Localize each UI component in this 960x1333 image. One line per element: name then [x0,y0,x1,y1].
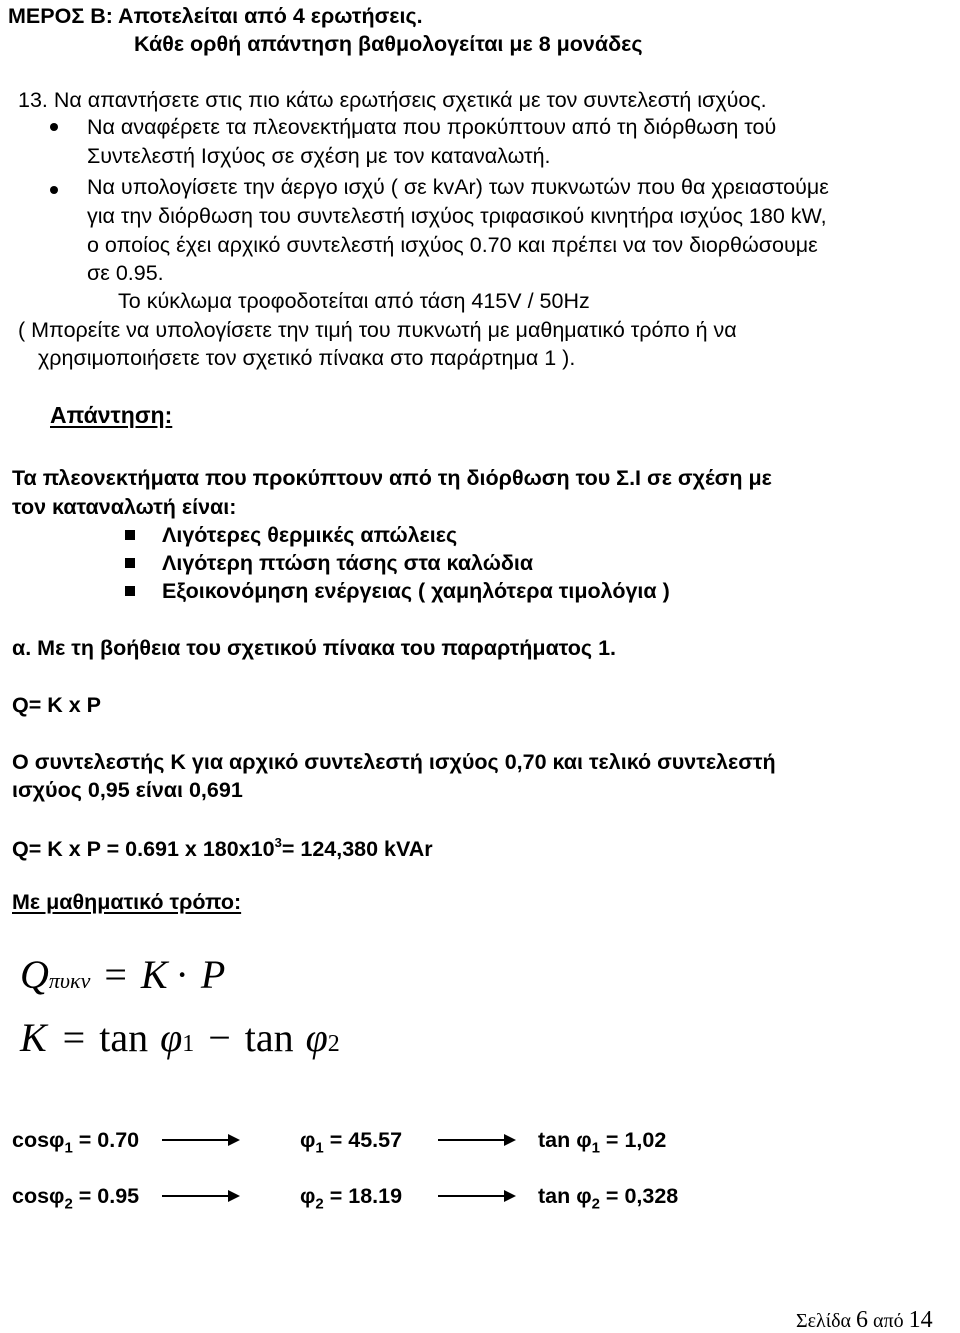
page-number [796,1308,933,1332]
advantage-item: Λιγότερη πτώση τάσης στα καλώδια [162,551,534,575]
calc-exponent: 3 [274,835,282,850]
bullet1-line1: Να αναφέρετε τα πλεονεκτήματα που προκύπτουν από τη διόρθωση τού [87,115,777,139]
bullet2-line3: ο οποίος έχει αρχικό συντελεστή ισχύος 0.70 και πρέπει να τον διορθώσουμε [87,233,818,257]
eq-q-symbol: Q [20,952,49,997]
phi-label: φ [300,1184,316,1208]
row1-cos [12,1130,139,1155]
phi-subscript: 2 [315,1195,324,1213]
k-text-line2: ισχύος 0,95 είναι 0,691 [12,778,243,802]
eq-minus: − [208,1015,231,1060]
equation-q [20,952,226,997]
supply-line: Το κύκλωμα τροφοδοτείται από τάση 415V / 50Hz [118,289,590,313]
tan-label: tan φ [538,1184,592,1208]
section-title: ΜΕΡΟΣ Β: Αποτελείται από 4 ερωτήσεις. [8,4,423,28]
phi-subscript: 1 [315,1139,324,1157]
tan-label: tan φ [538,1128,592,1152]
eq-phi: φ [160,1015,183,1060]
page-total: 14 [908,1307,933,1333]
bullet1-line2: Συντελεστή Ισχύος σε σχέση με τον καταναλωτή. [87,144,551,168]
answer-heading: Απάντηση: [50,402,173,428]
arrow-right-icon [162,1188,240,1204]
cos-label: cosφ [12,1184,65,1208]
section-subtitle: Κάθε ορθή απάντηση βαθμολογείται με 8 μονάδες [134,32,643,56]
bullet-dot [50,186,58,194]
arrow-right-icon [438,1132,516,1148]
row2-tan [538,1186,678,1211]
phi-label: φ [300,1128,316,1152]
equation-k [20,1015,340,1060]
cos-value: = 0.70 [72,1128,140,1152]
k-text-line1: Ο συντελεστής Κ για αρχικό συντελεστή ισχύος 0,70 και τελικό συντελεστή [12,750,776,774]
phi-value: = 18.19 [323,1184,403,1208]
eq-phi-subscript: 1 [182,1031,195,1057]
calc-prefix: Q= K x P = 0.691 x 180x10 [12,837,275,861]
cos-subscript: 1 [64,1139,73,1157]
row2-cos [12,1186,139,1211]
phi-value: = 45.57 [323,1128,403,1152]
eq-tan: tan [99,1015,149,1060]
bullet-square [125,586,135,596]
row2-phi [300,1186,402,1211]
arrow-right-icon [162,1132,240,1148]
bullet-square [125,530,135,540]
formula-line: Q= K x P [12,693,102,717]
eq-k-symbol: K [20,1015,47,1060]
eq-equals: = [62,1015,86,1060]
note-line2: χρησιμοποιήσετε τον σχετικό πίνακα στο παράρτημα 1 ). [38,346,576,370]
eq-tan: tan [244,1015,294,1060]
page-current: 6 [856,1307,869,1333]
row1-phi [300,1130,402,1155]
eq-phi: φ [305,1015,328,1060]
bullet2-line2: για την διόρθωση του συντελεστή ισχύος τριφασικού κινητήρα ισχύος 180 kW, [87,204,827,228]
question-number-line: 13. Να απαντήσετε στις πιο κάτω ερωτήσεις σχετικά με τον συντελεστή ισχύος. [18,88,767,112]
tan-value: = 1,02 [599,1128,667,1152]
tan-value: = 0,328 [599,1184,679,1208]
page-mid: από [868,1310,909,1332]
tan-subscript: 1 [591,1139,600,1157]
page-prefix: Σελίδα [796,1310,857,1332]
part-a-line: α. Με τη βοήθεια του σχετικού πίνακα του παραρτήματος 1. [12,636,617,660]
eq-equals: = [104,952,127,997]
answer-intro-line2: τον καταναλωτή είναι: [12,495,237,519]
bullet-dot [50,123,58,131]
advantage-item: Λιγότερες θερμικές απώλειες [162,523,458,547]
row1-tan [538,1130,666,1155]
bullet-square [125,558,135,568]
answer-intro-line1: Τα πλεονεκτήματα που προκύπτουν από τη διόρθωση του Σ.Ι σε σχέση με [12,466,772,490]
calculation-line [12,836,433,861]
eq-p-symbol: P [200,952,226,997]
eq-phi-subscript: 2 [327,1031,340,1057]
tan-subscript: 2 [591,1195,600,1213]
bullet2-line1: Να υπολογίσετε την άεργο ισχύ ( σε kvAr) των πυκνωτών που θα χρειαστούμε [87,175,829,199]
note-line1: ( Μπορείτε να υπολογίσετε την τιμή του πυκνωτή με μαθηματικό τρόπο ή να [18,318,737,342]
advantage-item: Εξοικονόμηση ενέργειας ( χαμηλότερα τιμολόγια ) [162,579,670,603]
eq-k-symbol: K [140,952,168,997]
bullet2-line4: σε 0.95. [87,261,164,285]
cos-value: = 0.95 [72,1184,140,1208]
math-method-heading: Με μαθηματικό τρόπο: [12,890,242,914]
eq-q-subscript: πυκν [48,968,91,993]
calc-suffix: = 124,380 kVAr [281,837,433,861]
arrow-right-icon [438,1188,516,1204]
cos-subscript: 2 [64,1195,73,1213]
cos-label: cosφ [12,1128,65,1152]
eq-dot: · [175,952,189,997]
